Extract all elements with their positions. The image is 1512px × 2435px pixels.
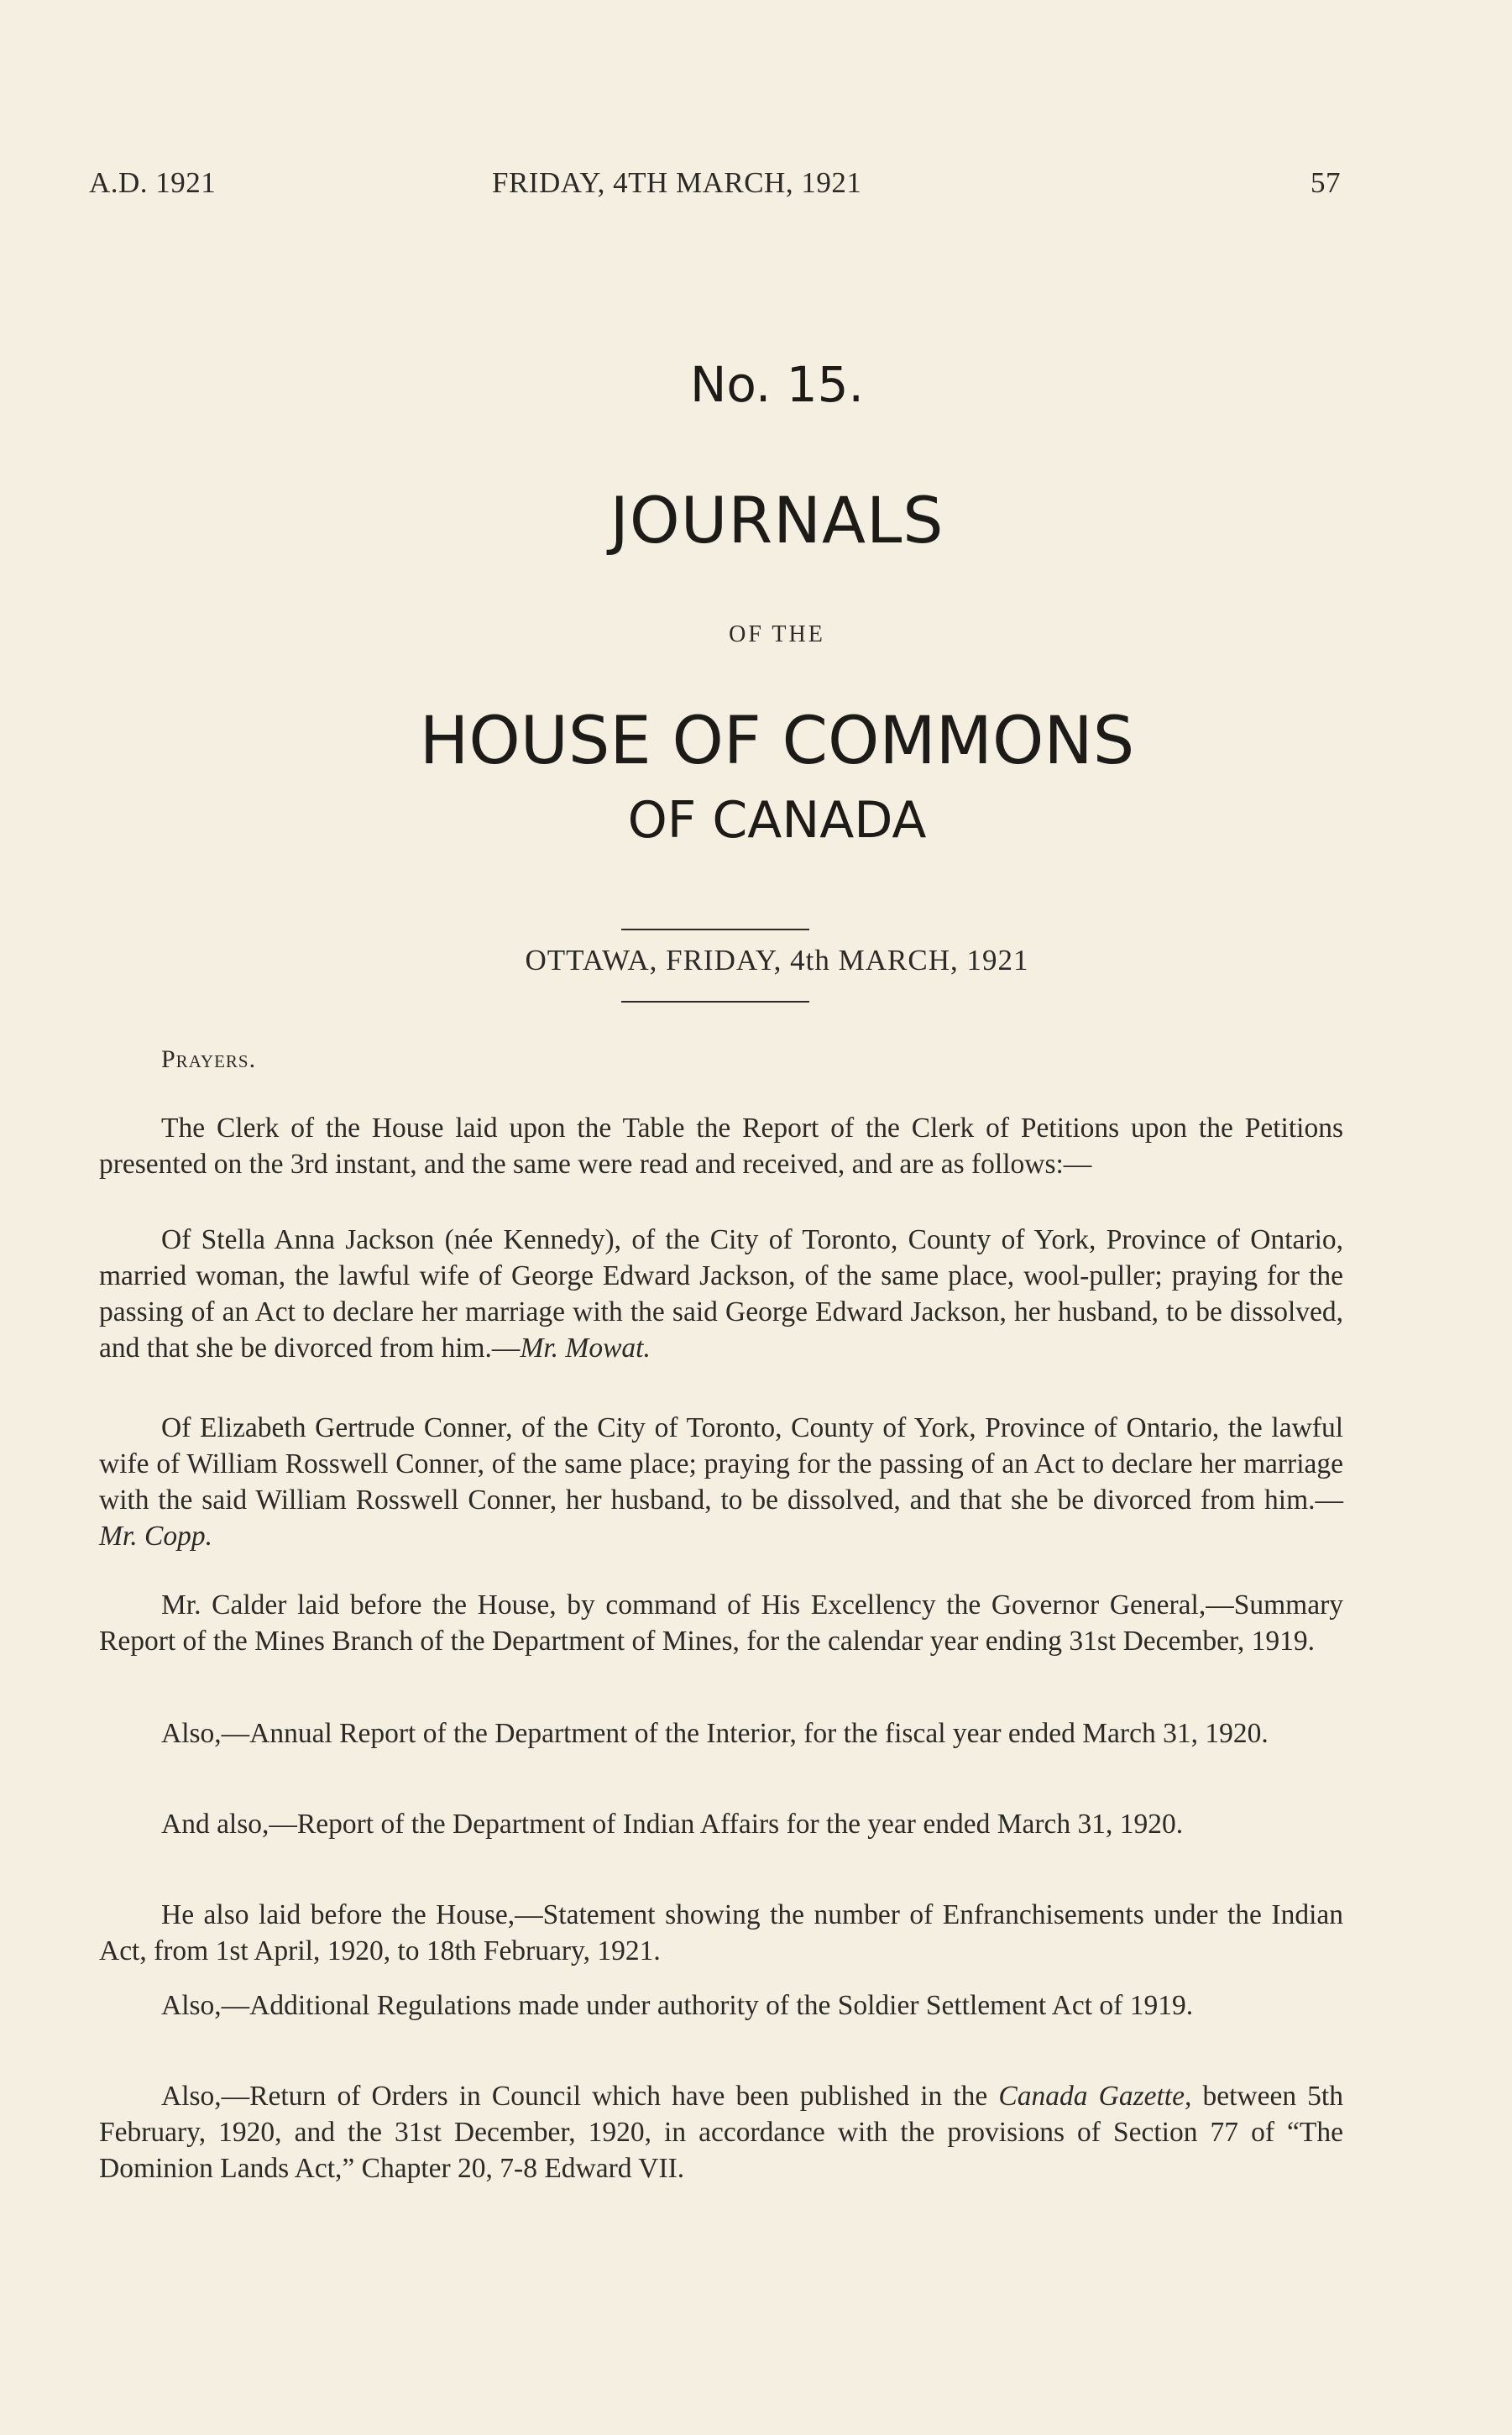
issue-number: No. 15.: [690, 356, 864, 413]
title-house-of-commons: HOUSE OF COMMONS: [419, 704, 1135, 779]
paragraph-petition-conner: [99, 1410, 1343, 1554]
petition-text: Of Elizabeth Gertrude Conner, of the City of Toronto, County of York, Province of Ontario, the lawful wife of William Rosswell Conner, of the same place; praying for the passing of an Act to declare her marriage with the said William Rosswell Conner, her husband, to be dissolved, and that she be divorced from him.—: [99, 1412, 1343, 1516]
paragraph-enfranchisements: [99, 1897, 1343, 1969]
paragraph-petition-jackson: [99, 1222, 1343, 1366]
divider-bottom: [621, 1001, 809, 1003]
paragraph-indian-affairs-report: [99, 1806, 1343, 1842]
paragraph-orders-in-council: [99, 2078, 1343, 2186]
running-head-date: FRIDAY, 4TH MARCH, 1921: [492, 166, 862, 199]
prayers-heading: Prayers.: [161, 1045, 257, 1073]
paragraph-text: [99, 2078, 1343, 2186]
paragraph-text: [99, 1410, 1343, 1554]
paragraph-clerk-report: [99, 1110, 1343, 1182]
paragraph-text: Also,—Additional Regulations made under authority of the Soldier Settlement Act of 1919.: [161, 1990, 1194, 2021]
paragraph-text: Also,—Annual Report of the Department of the Interior, for the fiscal year ended March 31, 1920.: [161, 1718, 1269, 1749]
paragraph-interior-report: [99, 1715, 1343, 1752]
return-text-a: Also,—Return of Orders in Council which have been published in the: [161, 2081, 999, 2112]
gazette-title: Canada Gazette,: [998, 2081, 1192, 2112]
paragraph-text: The Clerk of the House laid upon the Table the Report of the Clerk of Petitions upon the Petitions presented on the 3rd instant, and the same were read and received, and are as follows:—: [99, 1113, 1343, 1180]
paragraph-text: [99, 1222, 1343, 1366]
paragraph-soldier-settlement: [99, 1987, 1343, 2024]
divider-top: [621, 929, 809, 930]
paragraph-text: And also,—Report of the Department of Indian Affairs for the year ended March 31, 1920.: [161, 1809, 1184, 1840]
page-number: 57: [1311, 166, 1341, 199]
dateline: OTTAWA, FRIDAY, 4th MARCH, 1921: [525, 944, 1029, 977]
running-head-year: A.D. 1921: [89, 166, 217, 199]
title-of-canada: OF CANADA: [627, 791, 927, 850]
member-name: Mr. Copp.: [99, 1521, 212, 1552]
paragraph-text: He also laid before the House,—Statement showing the number of Enfranchisements under the Indian Act, from 1st April, 1920, to 18th February, 1921.: [99, 1899, 1343, 1966]
paragraph-text: Mr. Calder laid before the House, by command of His Excellency the Governor General,—Summary Report of the Mines Branch of the Department of Mines, for the calendar year ending 31st December, 1919.: [99, 1589, 1343, 1657]
title-of-the: OF THE: [729, 621, 825, 647]
running-head: [89, 166, 1341, 203]
paragraph-mines-report: [99, 1587, 1343, 1659]
return-text-b: between 5th February, 1920, and the 31st December, 1920, in accordance with the provisions of Section 77 of “The Dominion Lands Act,” Chapter 20, 7-8 Edward VII.: [99, 2081, 1343, 2184]
petition-text: Of Stella Anna Jackson (née Kennedy), of the City of Toronto, County of York, Province of Ontario, married woman, the lawful wife of George Edward Jackson, of the same place, wool-puller; praying for the passing of an Act to declare her marriage with the said George Edward Jackson, her husband, to be dissolved, and that she be divorced from him.—: [99, 1224, 1343, 1364]
title-journals: JOURNALS: [610, 483, 944, 558]
member-name: Mr. Mowat.: [520, 1333, 651, 1364]
